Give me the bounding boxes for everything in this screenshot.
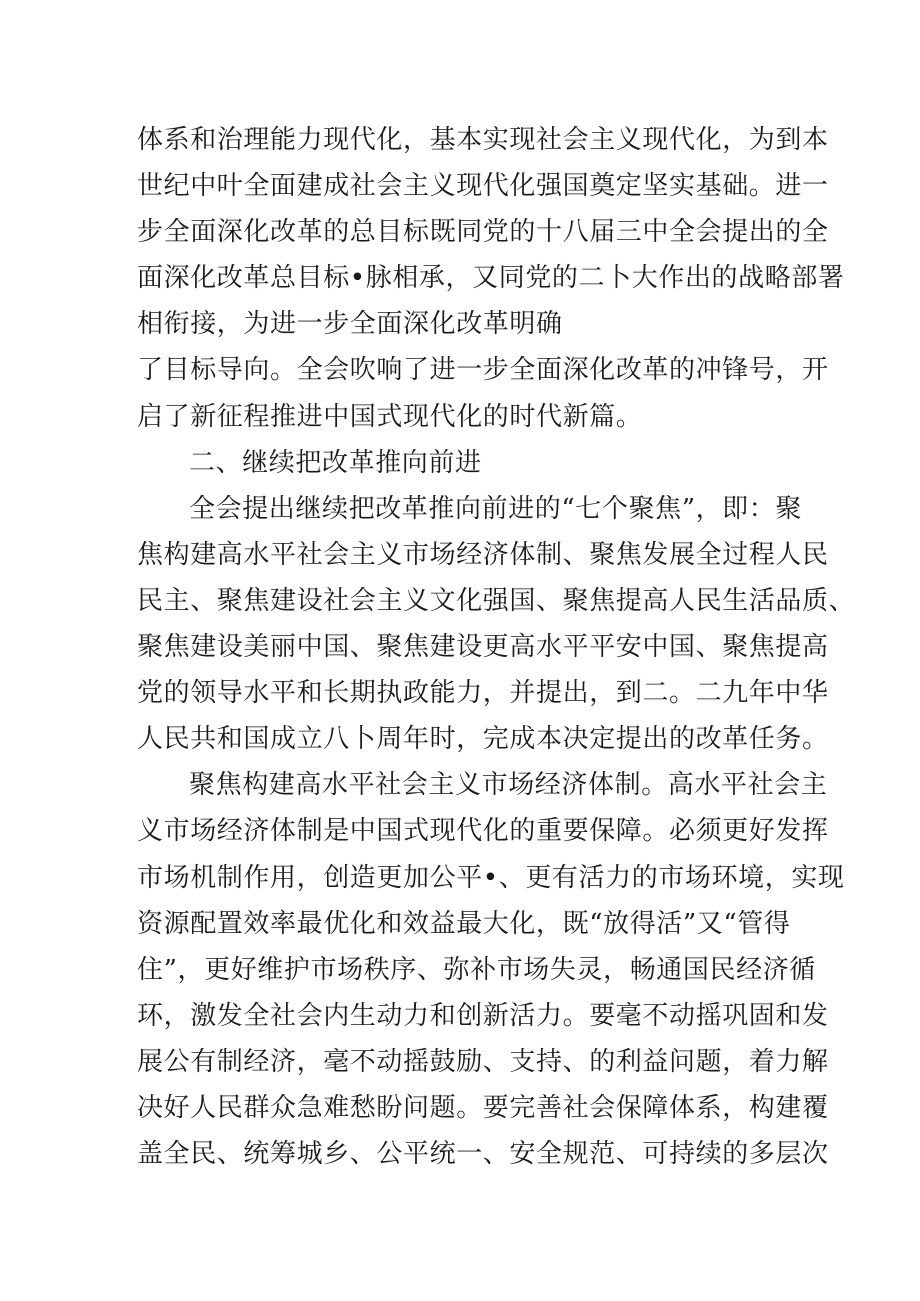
text-line: 步全面深化改革的总目标既同党的十八届三中全会提出的全 — [137, 217, 829, 248]
text-line: 市场机制作用，创造更加公平•、更有活力的市场环境，实现 — [137, 862, 845, 893]
text-line: 面深化改革总目标•脉相承，又同党的二卜大作出的战略部署 — [137, 263, 845, 294]
text-line: 展公有制经济，毫不动摇鼓励、支持、的利益问题，着力解 — [137, 1046, 829, 1077]
text-line: 民主、聚焦建设社会主义文化强国、聚焦提高人民生活品质、 — [137, 585, 856, 616]
text-line: 党的领导水平和长期执政能力，并提出，到二。二九年中华 — [137, 678, 829, 709]
text-line: 义市场经济体制是中国式现代化的重要保障。必须更好发挥 — [137, 816, 829, 847]
text-line: 人民共和国成立八卜周年时，完成本决定提出的改革任务。 — [137, 724, 829, 755]
text-line: 世纪中叶全面建成社会主义现代化强国奠定坚实基础。进一 — [137, 171, 829, 202]
text-line: 二、继续把改革推向前进 — [189, 447, 482, 478]
text-line: 全会提出继续把改革推向前进的“七个聚焦”，即：聚 — [189, 493, 802, 524]
text-line: 聚焦建设美丽中国、聚焦建设更高水平平安中国、聚焦提高 — [137, 632, 829, 663]
text-line: 了目标导向。全会吹响了进一步全面深化改革的冲锋号，开 — [137, 355, 829, 386]
text-line: 焦构建高水平社会主义市场经济体制、聚焦发展全过程人民 — [137, 539, 829, 570]
text-line: 资源配置效率最优化和效益最大化，既“放得活”又“管得 — [137, 908, 791, 939]
text-line: 聚焦构建高水平社会主义市场经济体制。高水平社会主 — [189, 770, 828, 801]
text-line: 住”，更好维护市场秩序、弥补市场失灵，畅通国民经济循 — [137, 954, 816, 985]
text-line: 决好人民群众急难愁盼问题。要完善社会保障体系，构建覆 — [137, 1092, 829, 1123]
text-line: 体系和治理能力现代化，基本实现社会主义现代化，为到本 — [137, 125, 829, 155]
document-body-text — [137, 117, 856, 1177]
text-line: 盖全民、统筹城乡、公平统一、安全规范、可持续的多层次 — [137, 1139, 829, 1170]
text-line: 环，激发全社会内生动力和创新活力。要毫不动摇巩固和发 — [137, 1000, 829, 1031]
text-line: 启了新征程推进中国式现代化的时代新篇。 — [137, 401, 643, 432]
text-line: 相衔接，为进一步全面深化改革明确 — [137, 309, 563, 340]
